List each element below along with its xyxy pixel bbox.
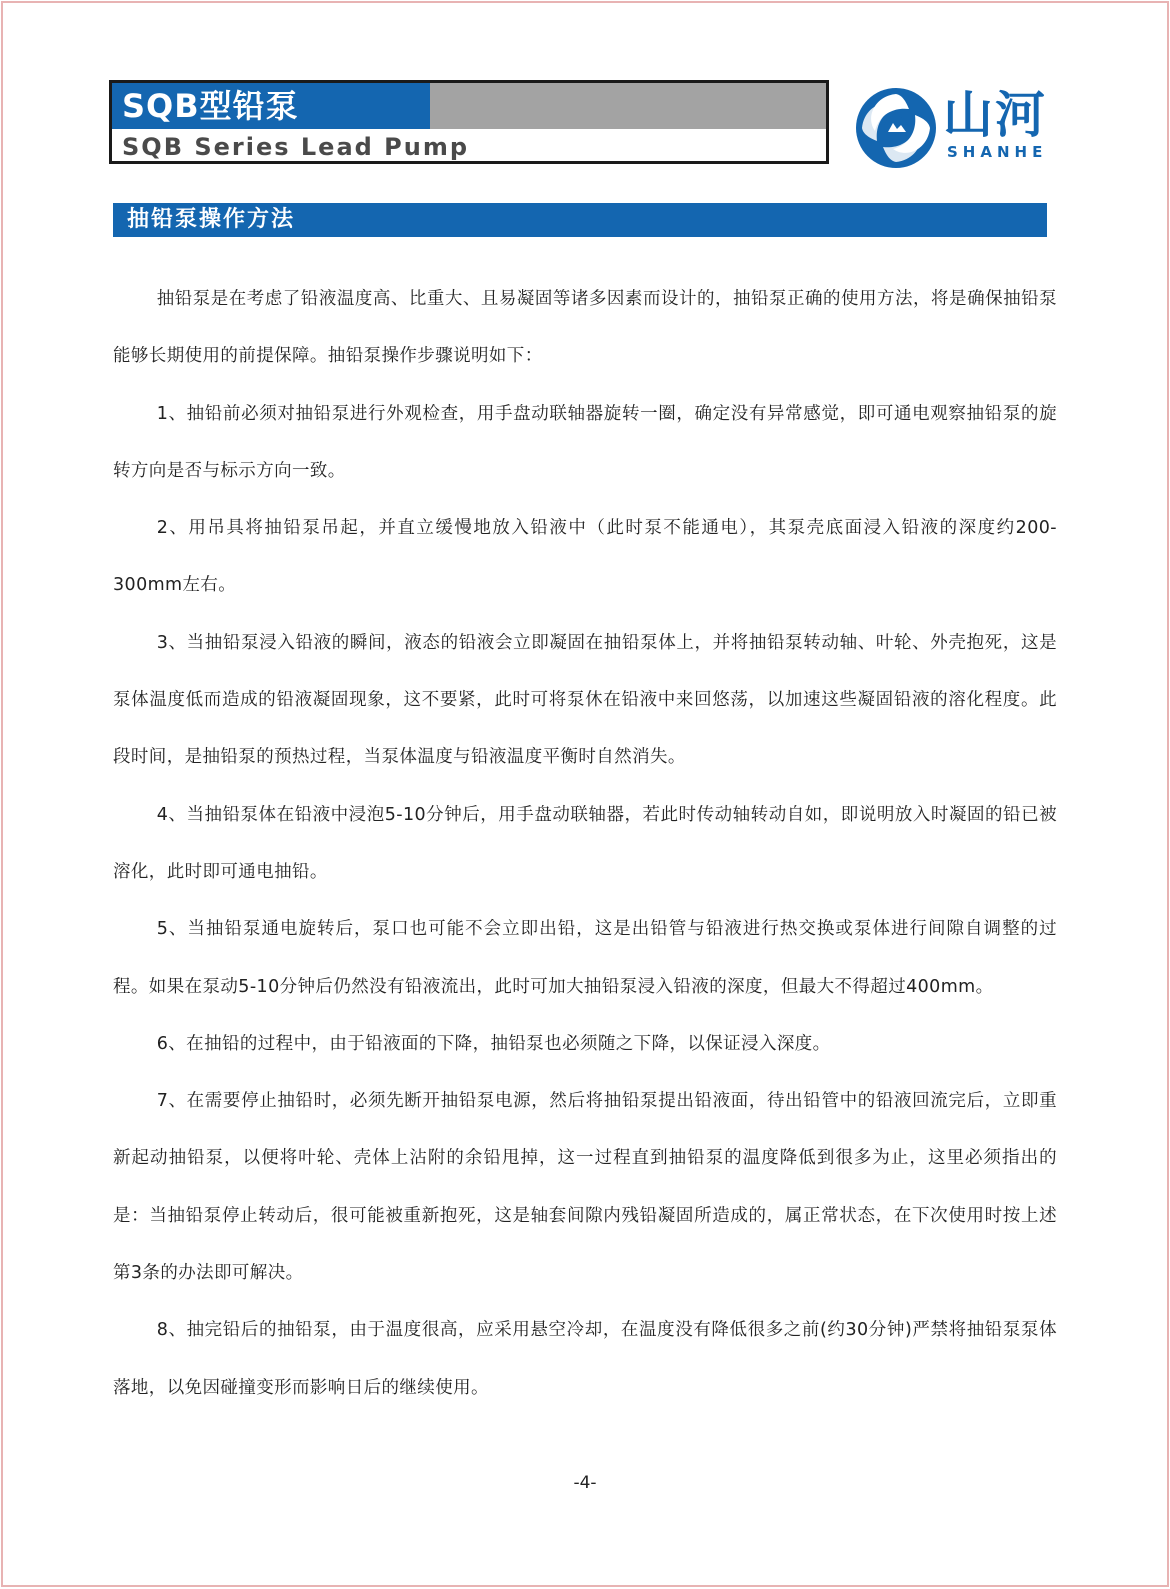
logo-text-cn: 山河 bbox=[943, 86, 1047, 144]
section-header-bar bbox=[113, 203, 1047, 237]
paragraph-step-3: 3、当抽铅泵浸入铅液的瞬间，液态的铅液会立即凝固在抽铅泵体上，并将抽铅泵转动轴、叶轮、外壳抱死，这是泵体温度低而造成的铅液凝固现象，这不要紧，此时可将泵休在铅液中来回悠荡，以加速这些凝固铅液的溶化程度。此段时间，是抽铅泵的预热过程，当泵体温度与铅液温度平衡时自然消失。 bbox=[113, 632, 1057, 768]
section-title: 抽铅泵操作方法 bbox=[127, 207, 296, 232]
paragraph-step-4: 4、当抽铅泵体在铅液中浸泡5-10分钟后，用手盘动联轴器，若此时传动轴转动自如，即说明放入时凝固的铅已被溶化，此时即可通电抽铅。 bbox=[113, 804, 1057, 882]
header-title-box bbox=[109, 80, 829, 164]
paragraph-step-5: 5、当抽铅泵通电旋转后，泵口也可能不会立即出铅，这是出铅管与铅液进行热交换或泵体进行间隙自调整的过程。如果在泵动5-10分钟后仍然没有铅液流出，此时可加大抽铅泵浸入铅液的深度，但最大不得超过400mm。 bbox=[113, 919, 1057, 997]
product-title-en: SQB Series Lead Pump bbox=[122, 133, 470, 161]
paragraph-intro: 抽铅泵是在考虑了铅液温度高、比重大、且易凝固等诸多因素而设计的，抽铅泵正确的使用方法，将是确保抽铅泵能够长期使用的前提保障。抽铅泵操作步骤说明如下： bbox=[113, 289, 1057, 367]
paragraph-step-2: 2、用吊具将抽铅泵吊起，并直立缓慢地放入铅液中（此时泵不能通电），其泵壳底面浸入铅液的深度约200-300mm左右。 bbox=[113, 518, 1057, 596]
page-number: -4- bbox=[573, 1473, 597, 1493]
shanhe-logo bbox=[853, 85, 1053, 171]
title-grey-block bbox=[430, 83, 826, 129]
paragraph-step-6: 6、在抽铅的过程中，由于铅液面的下降，抽铅泵也必须随之下降，以保证浸入深度。 bbox=[156, 1033, 831, 1054]
swirl-logo-icon bbox=[853, 85, 939, 171]
product-title-cn: SQB型铅泵 bbox=[122, 87, 299, 125]
paragraph-step-7: 7、在需要停止抽铅时，必须先断开抽铅泵电源，然后将抽铅泵提出铅液面，待出铅管中的铅液回流完后，立即重新起动抽铅泵，以便将叶轮、壳体上沾附的余铅甩掉，这一过程直到抽铅泵的温度降低到很多为止，这里必须指出的是：当抽铅泵停止转动后，很可能被重新抱死，这是轴套间隙内残铅凝固所造成的，属正常状态，在下次使用时按上述第3条的办法即可解决。 bbox=[113, 1091, 1057, 1284]
body-text bbox=[113, 271, 1057, 1417]
logo-text-en: SHANHE bbox=[947, 143, 1048, 161]
paragraph-step-1: 1、抽铅前必须对抽铅泵进行外观检查，用手盘动联轴器旋转一圈，确定没有异常感觉，即可通电观察抽铅泵的旋转方向是否与标示方向一致。 bbox=[113, 403, 1057, 481]
document-page bbox=[1, 1, 1169, 1587]
paragraph-step-8: 8、抽完铅后的抽铅泵，由于温度很高，应采用悬空冷却，在温度没有降低很多之前(约30分钟)严禁将抽铅泵泵体落地，以免因碰撞变形而影响日后的继续使用。 bbox=[113, 1320, 1057, 1398]
